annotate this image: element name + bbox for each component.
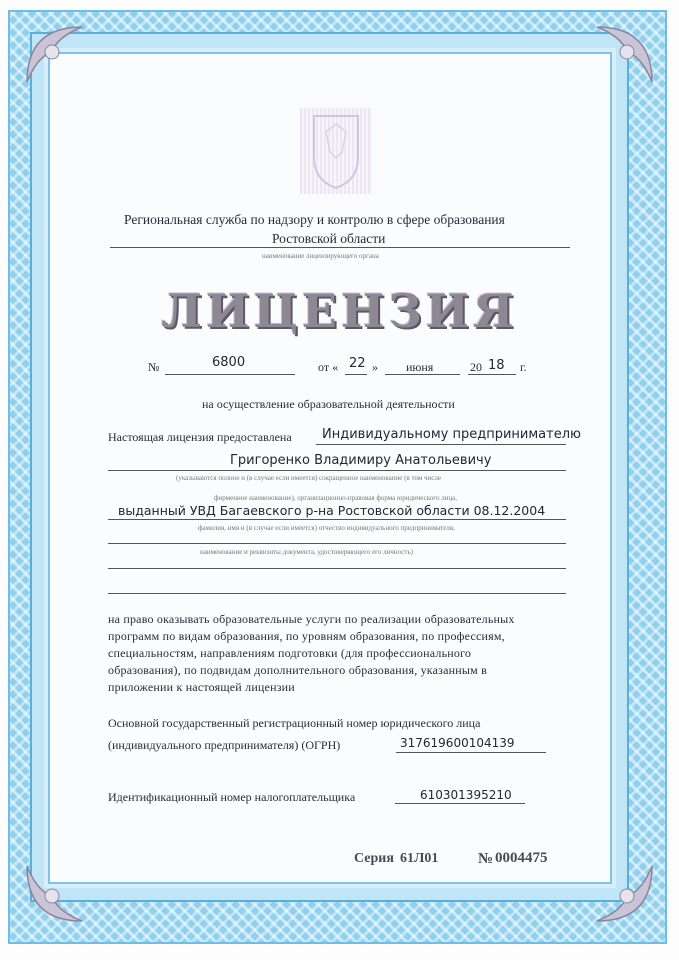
year-prefix: 20 <box>470 360 482 374</box>
document-title: ЛИЦЕНЗИЯ <box>161 284 518 338</box>
license-purpose: на осуществление образовательной деятельности <box>202 397 455 411</box>
rights-line-4: образования), по подвидам дополнительного образования, указанным в <box>108 663 487 677</box>
series-label: Серия <box>354 851 394 866</box>
divider <box>385 374 460 375</box>
ornament-icon <box>587 856 657 926</box>
licensee-name-line-2: Григоренко Владимиру Анатольевичу <box>230 453 492 468</box>
coat-of-arms-icon <box>300 108 372 194</box>
divider <box>345 374 367 375</box>
blank-number: 0004475 <box>495 850 548 866</box>
inn-label: Идентификационный номер налогоплательщика <box>108 790 356 804</box>
ogrn-value: 317619600104139 <box>400 736 515 750</box>
year-suffix: 18 <box>488 358 505 373</box>
ogrn-label-line-2: (индивидуального предпринимателя) (ОГРН) <box>108 738 341 752</box>
date-mid: » <box>372 360 378 374</box>
blank-number-sign: № <box>478 851 494 867</box>
licensee-issued: выданный УВД Багаевского р-на Ростовской области 08.12.2004 <box>118 503 546 518</box>
inn-value: 610301395210 <box>420 788 512 802</box>
date-day: 22 <box>349 356 366 371</box>
date-prefix: от « <box>318 360 339 374</box>
number-sign: № <box>148 360 160 374</box>
rights-line-5: приложении к настоящей лицензии <box>108 680 295 694</box>
divider <box>108 519 566 520</box>
authority-line-1: Региональная служба по надзору и контролю в сфере образования <box>124 212 505 227</box>
ogrn-label-line-1: Основной государственный регистрационный номер юридического лица <box>108 716 481 730</box>
authority-line-2: Ростовской области <box>272 231 386 246</box>
licensee-caption-2: фирменное наименование), организационно-правовая форма юридического лица, <box>214 494 458 502</box>
licensee-caption-4: наименование и реквизиты документа, удостоверяющего его личность) <box>200 548 413 556</box>
licensee-name-line-1: Индивидуальному предпринимателю <box>322 427 581 442</box>
divider <box>165 374 295 375</box>
divider <box>468 374 516 375</box>
rights-line-3: специальностям, направлениям подготовки (для профессионального <box>108 646 472 660</box>
divider <box>396 752 546 753</box>
divider <box>395 803 525 804</box>
rights-line-1: на право оказывать образовательные услуги по реализации образовательных <box>108 612 515 626</box>
divider <box>108 568 566 569</box>
ornament-icon <box>22 856 92 926</box>
divider <box>108 593 566 594</box>
divider <box>316 444 566 445</box>
licensee-caption-1: (указываются полное и (в случае если имеется) сокращенное наименование (в том числе <box>176 474 441 482</box>
divider <box>108 543 566 544</box>
licensee-label: Настоящая лицензия предоставлена <box>108 430 292 444</box>
divider <box>110 247 570 248</box>
divider <box>108 470 566 471</box>
licensee-caption-3: фамилия, имя и (в случае если имеется) отчество индивидуального предпринимателя, <box>198 524 455 532</box>
authority-caption: наименование лицензирующего органа <box>262 252 379 260</box>
series-value: 61Л01 <box>400 851 439 866</box>
year-unit: г. <box>520 360 527 374</box>
rights-line-2: программ по видам образования, по уровням образования, по профессиям, <box>108 629 505 643</box>
license-number: 6800 <box>212 355 246 370</box>
ornament-icon <box>22 22 92 92</box>
ornament-icon <box>587 22 657 92</box>
date-month: июня <box>406 360 434 374</box>
